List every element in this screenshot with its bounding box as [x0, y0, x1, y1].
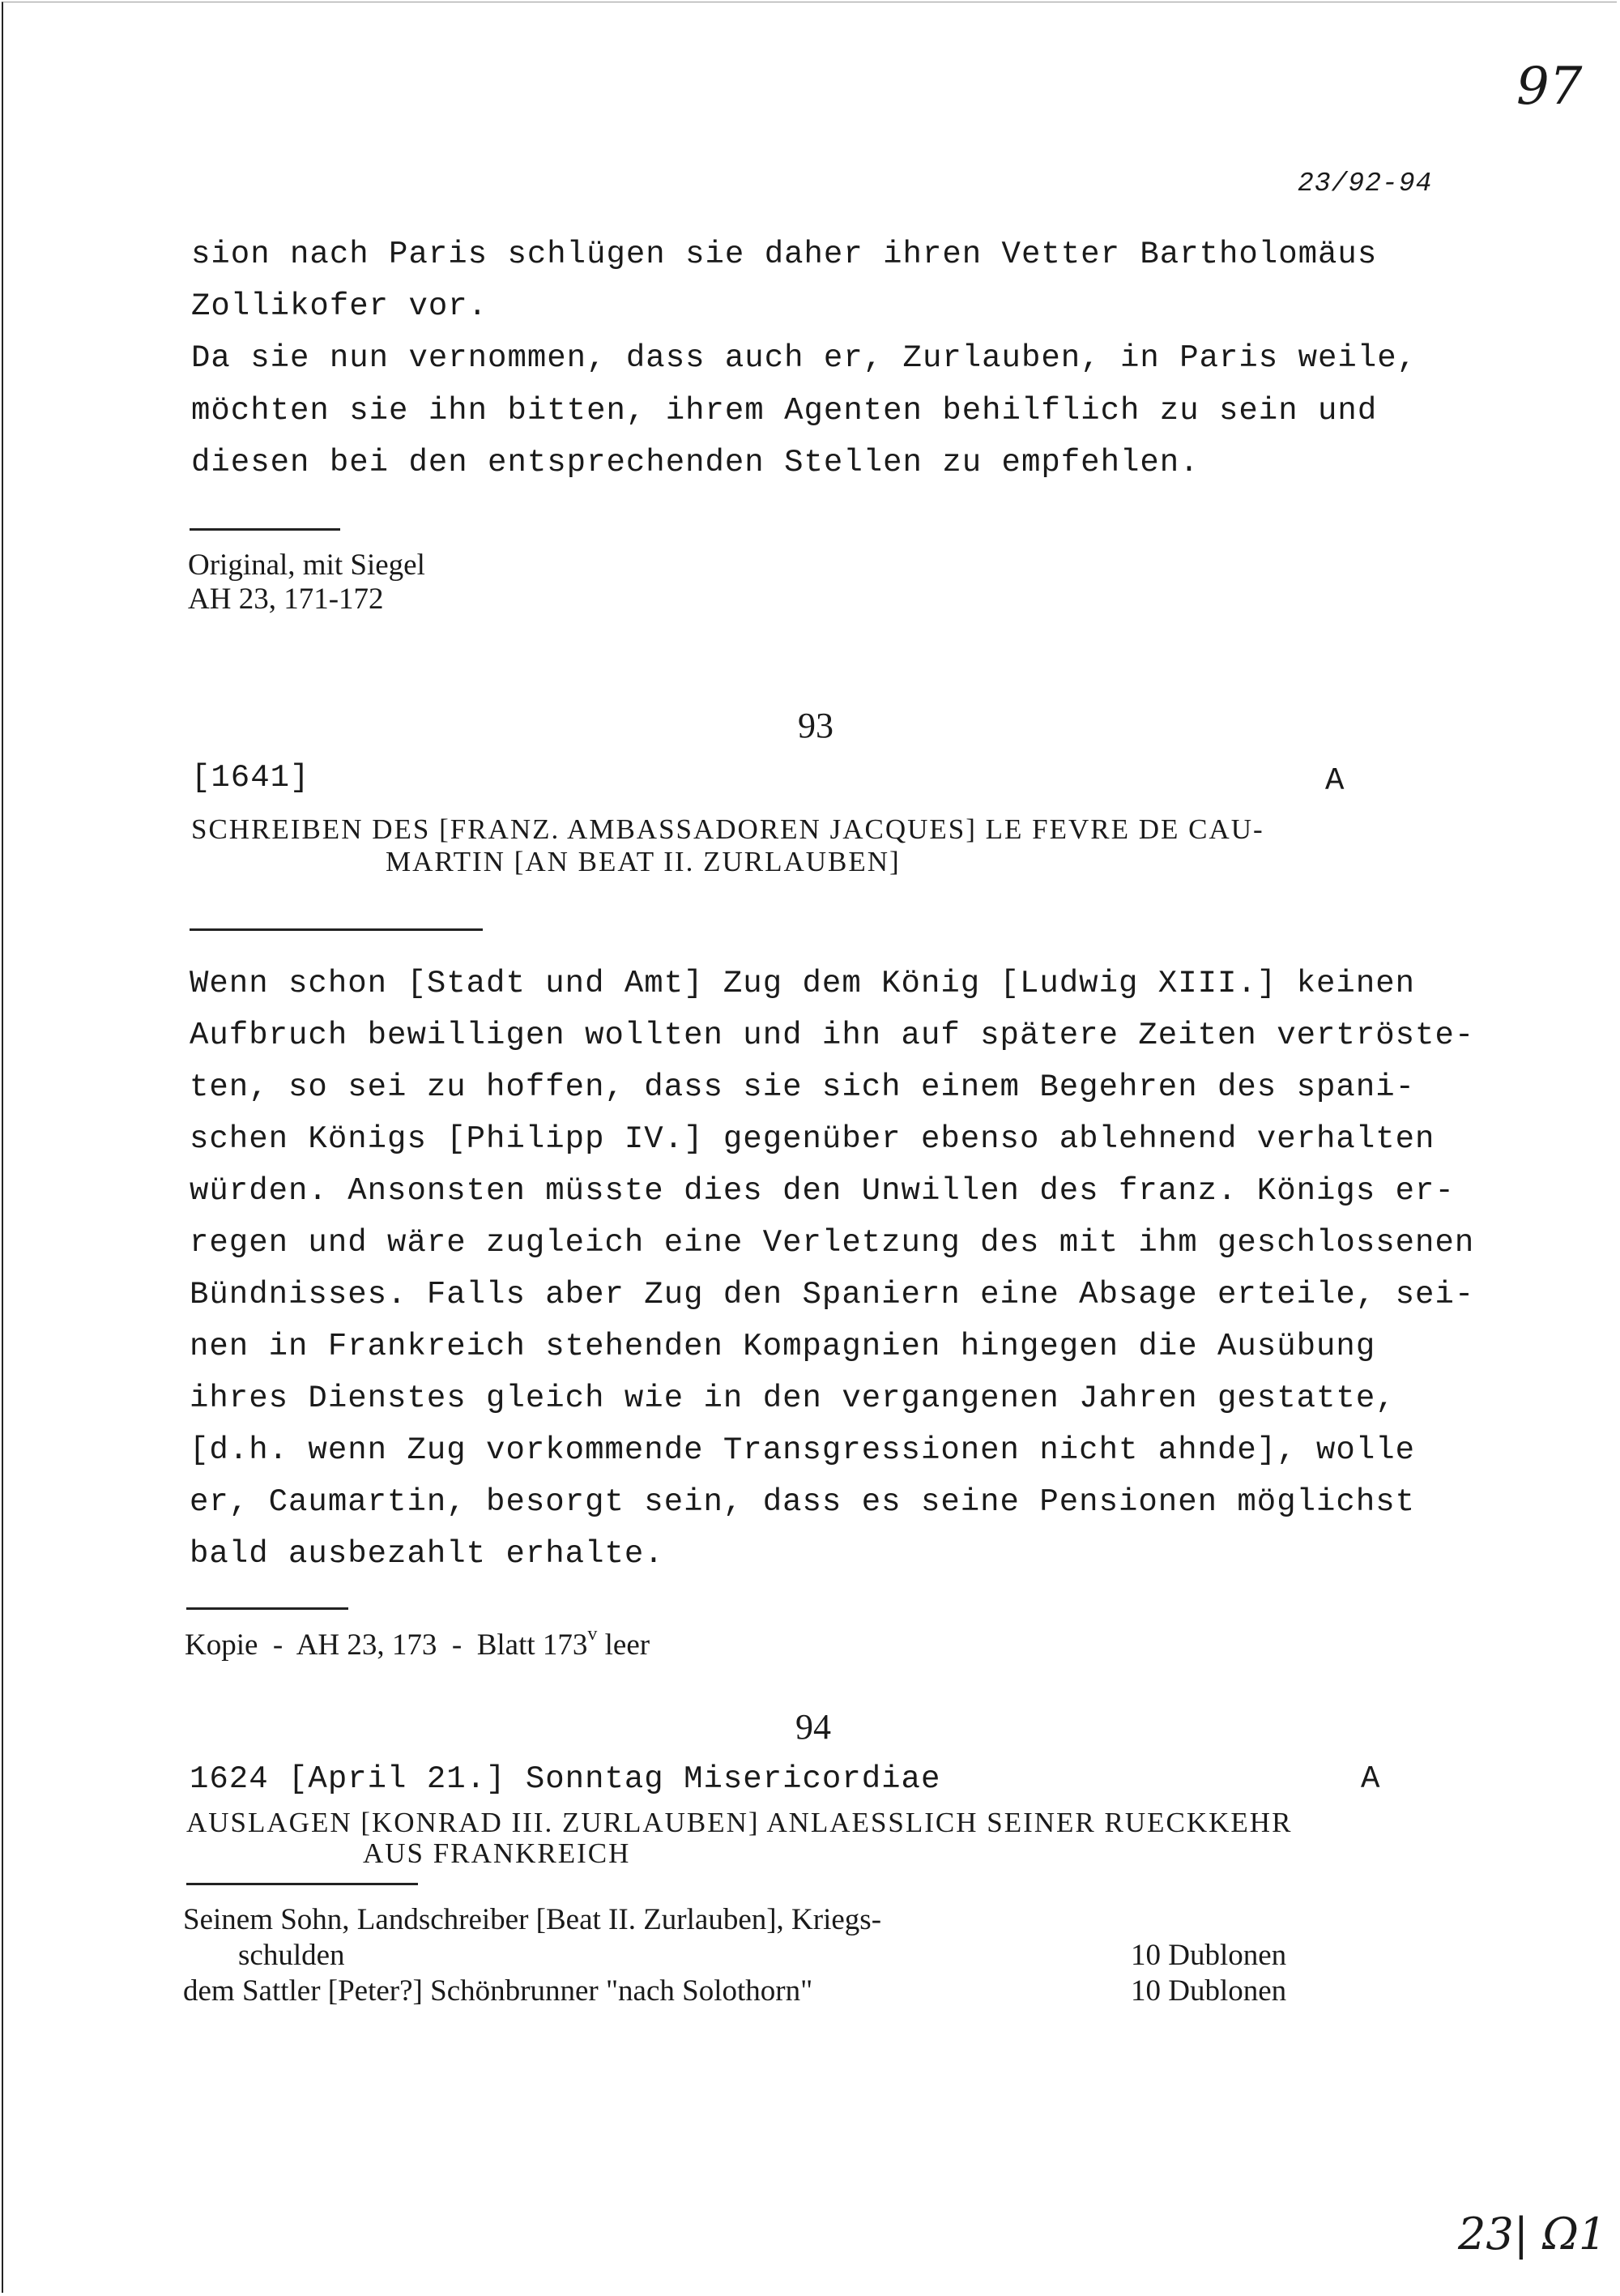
document-letter: A	[1325, 763, 1345, 799]
body-line: regen und wäre zugleich eine Verletzung des mit ihm geschlossenen	[190, 1225, 1475, 1261]
document-title: SCHREIBEN DES [FRANZ. AMBASSADOREN JACQUES] LE FEVRE DE CAU-	[191, 813, 1264, 845]
document-title: AUS FRANKREICH	[363, 1837, 631, 1869]
body-line: Bündnisses. Falls aber Zug den Spaniern eine Absage erteile, sei-	[190, 1277, 1475, 1312]
body-line: würden. Ansonsten müsste dies den Unwillen des franz. Königs er-	[190, 1173, 1455, 1209]
expense-description: Seinem Sohn, Landschreiber [Beat II. Zurlauben], Kriegs-	[183, 1903, 882, 1936]
section-divider	[186, 1607, 348, 1610]
document-date: 1624 [April 21.] Sonntag Misericordiae	[190, 1761, 941, 1797]
expense-description: dem Sattler [Peter?] Schönbrunner "nach Solothorn"	[183, 1974, 813, 2008]
body-line: [d.h. wenn Zug vorkommende Transgressionen nicht ahnde], wolle	[190, 1432, 1416, 1468]
document-title: MARTIN [AN BEAT II. ZURLAUBEN]	[386, 846, 901, 877]
source-text: leer	[597, 1628, 650, 1662]
document-date: [1641]	[191, 760, 310, 796]
body-line: Wenn schon [Stadt und Amt] Zug dem König [Ludwig XIII.] keinen	[190, 966, 1416, 1001]
body-line: er, Caumartin, besorgt sein, dass es seine Pensionen möglichst	[190, 1484, 1416, 1520]
document-number: 94	[795, 1707, 831, 1747]
verso-marker: v	[587, 1624, 598, 1645]
section-divider	[190, 528, 340, 531]
section-divider	[190, 928, 483, 931]
expense-amount: 10 Dublonen	[1131, 1974, 1287, 2008]
handwritten-folio-number: 97	[1516, 57, 1583, 117]
continuation-line: möchten sie ihn bitten, ihrem Agenten behilflich zu sein und	[191, 393, 1378, 429]
source-note: Original, mit Siegel	[188, 548, 425, 582]
body-line: ten, so sei zu hoffen, dass sie sich einem Begehren des spani-	[190, 1069, 1416, 1105]
document-letter: A	[1361, 1761, 1381, 1797]
body-line: Aufbruch bewilligen wollten und ihn auf spätere Zeiten vertröste-	[190, 1018, 1475, 1053]
handwritten-footer-mark: 23| Ω1	[1458, 2209, 1607, 2260]
continuation-line: Da sie nun vernommen, dass auch er, Zurlauben, in Paris weile,	[191, 340, 1418, 376]
expense-amount: 10 Dublonen	[1131, 1939, 1287, 1972]
source-note: AH 23, 171-172	[188, 583, 384, 616]
continuation-line: diesen bei den entsprechenden Stellen zu empfehlen.	[191, 445, 1200, 480]
body-line: ihres Dienstes gleich wie in den vergangenen Jahren gestatte,	[190, 1381, 1396, 1416]
section-divider	[186, 1883, 418, 1885]
body-line: bald ausbezahlt erhalte.	[190, 1536, 664, 1572]
body-line: schen Königs [Philipp IV.] gegenüber ebenso ablehnend verhalten	[190, 1121, 1435, 1157]
continuation-line: Zollikofer vor.	[191, 288, 488, 324]
reference-code: 23/92-94	[1298, 169, 1433, 198]
document-title: AUSLAGEN [KONRAD III. ZURLAUBEN] ANLAESSLICH SEINER RUECKKEHR	[186, 1807, 1293, 1838]
expense-description: schulden	[238, 1939, 345, 1972]
continuation-line: sion nach Paris schlügen sie daher ihren Vetter Bartholomäus	[191, 237, 1378, 272]
source-note	[185, 1624, 650, 1662]
source-text: Kopie - AH 23, 173 - Blatt 173	[185, 1628, 588, 1662]
document-number: 93	[798, 706, 833, 745]
body-line: nen in Frankreich stehenden Kompagnien hingegen die Ausübung	[190, 1329, 1376, 1364]
